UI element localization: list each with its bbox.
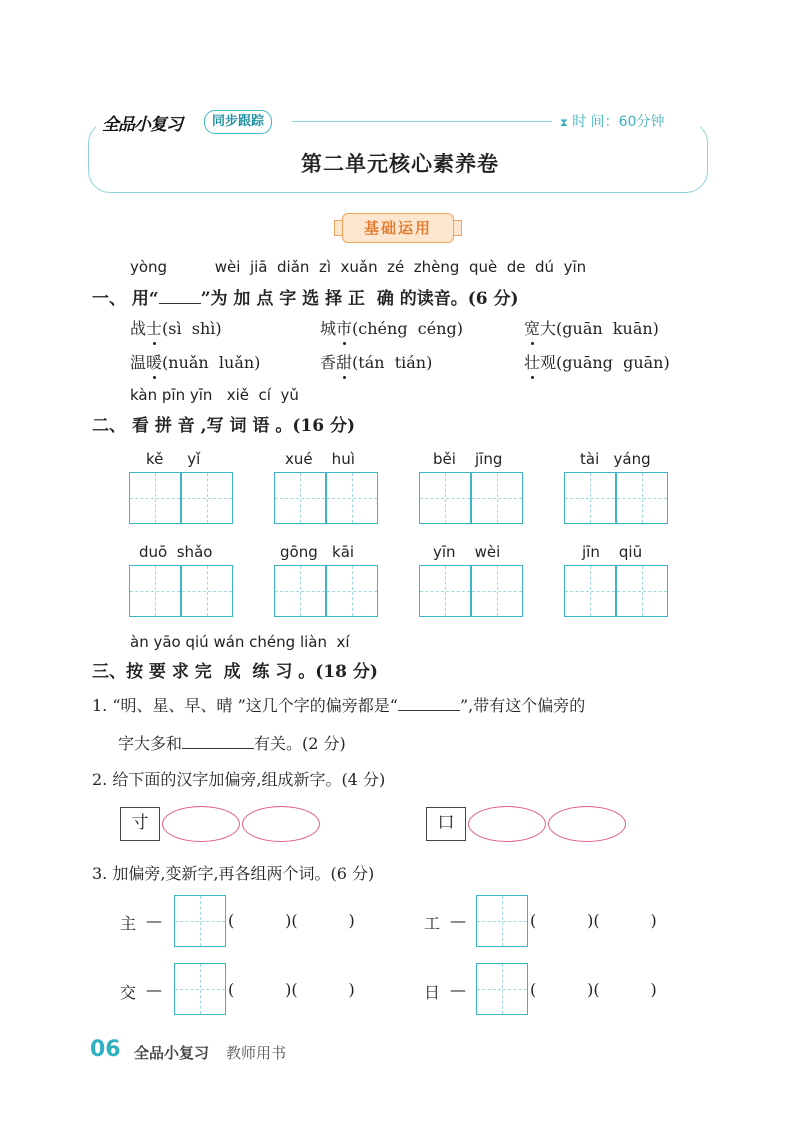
q1-item: 战士(sì shì) <box>130 316 222 339</box>
q3-part2-answer-oval[interactable] <box>242 806 320 842</box>
q3-part3-parens[interactable]: ( )( ) <box>530 911 657 930</box>
footer-brand: 全品小复习 <box>134 1044 210 1062</box>
q3-part3-char: 主 <box>120 914 137 933</box>
q3-part3-parens[interactable]: ( )( ) <box>530 980 657 999</box>
q3-part1-blank-meaning[interactable] <box>182 748 254 749</box>
page-number: 06 <box>90 1037 121 1062</box>
footer-note: 教师用书 <box>226 1044 287 1062</box>
q3-part3-dash: — <box>146 911 162 930</box>
tian-grid-char[interactable] <box>174 895 226 947</box>
brand-tag: 同步跟踪 <box>204 110 272 134</box>
q2-heading: 二、 看 拼 音 ,写 词 语 。(16 分) <box>92 416 356 436</box>
q1-item: 城市(chéng céng) <box>320 316 463 339</box>
q2-word-pinyin: gōng kāi <box>280 543 355 561</box>
q1-pinyin: yòng wèi jiā diǎn zì xuǎn zé zhèng què de dú yīn <box>130 258 587 276</box>
q3-part2-char-box: 寸 <box>120 807 160 841</box>
tian-grid-word[interactable] <box>419 565 523 617</box>
tian-grid-char[interactable] <box>174 963 226 1015</box>
section-badge: 基础运用 <box>342 213 454 243</box>
q3-part3-char: 工 <box>424 914 441 933</box>
q1-item: 壮观(guāng guān) <box>524 350 670 373</box>
q3-part1-line2: 字大多和 有关。(2 分) <box>118 734 346 753</box>
q3-part2-answer-oval[interactable] <box>548 806 626 842</box>
q1-item: 宽大(guān kuān) <box>524 316 659 339</box>
q3-part3-parens[interactable]: ( )( ) <box>228 911 355 930</box>
q3-part3-char: 日 <box>424 983 441 1002</box>
q1-item: 香甜(tán tián) <box>320 350 432 373</box>
q3-pinyin: àn yāo qiú wán chéng liàn xí <box>130 633 350 651</box>
q1-item: 温暖(nuǎn luǎn) <box>130 350 260 373</box>
page-title: 第二单元核心素养卷 <box>301 151 499 176</box>
q1-item-options[interactable]: (chéng céng) <box>352 319 463 338</box>
q2-pinyin: kàn pīn yīn xiě cí yǔ <box>130 386 299 404</box>
tian-grid-word[interactable] <box>564 472 668 524</box>
tian-grid-char[interactable] <box>476 895 528 947</box>
q2-word-pinyin: xué huì <box>285 450 355 468</box>
q3-part3-char: 交 <box>120 983 137 1002</box>
q2-word-pinyin: jīn qiū <box>582 543 643 561</box>
brand-logo: 全品小复习 <box>102 115 182 135</box>
q3-part1-line1: 1. “明、星、早、晴 ”这几个字的偏旁都是“ ”,带有这个偏旁的 <box>92 696 586 715</box>
q1-blank[interactable] <box>159 303 201 304</box>
tian-grid-word[interactable] <box>419 472 523 524</box>
q3-part3-dash: — <box>450 980 466 999</box>
q3-part3-dash: — <box>450 911 466 930</box>
q3-part2: 2. 给下面的汉字加偏旁,组成新字。(4 分) <box>92 770 386 789</box>
q2-word-pinyin: yīn wèi <box>433 543 501 561</box>
timer-text: 时 间：60分钟 <box>572 114 665 130</box>
tian-grid-word[interactable] <box>564 565 668 617</box>
tian-grid-word[interactable] <box>129 472 233 524</box>
q3-part2-answer-oval[interactable] <box>162 806 240 842</box>
q1-item-options[interactable]: (guāng guān) <box>556 353 670 372</box>
tian-grid-word[interactable] <box>274 565 378 617</box>
q1-heading-prefix: 一、 用“ <box>92 289 159 309</box>
q1-heading <box>92 284 519 309</box>
q3-part3-parens[interactable]: ( )( ) <box>228 980 355 999</box>
tian-grid-char[interactable] <box>476 963 528 1015</box>
q1-item-options[interactable]: (tán tián) <box>352 353 433 372</box>
q3-part1-blank-radical[interactable] <box>398 710 460 711</box>
timer <box>560 111 664 131</box>
q3-part2-char-box: 口 <box>426 807 466 841</box>
q3-part2-answer-oval[interactable] <box>468 806 546 842</box>
q2-word-pinyin: tài yáng <box>580 450 651 468</box>
tian-grid-word[interactable] <box>274 472 378 524</box>
q2-word-pinyin: běi jīng <box>433 450 503 468</box>
q3-heading: 三、按 要 求 完 成 练 习 。(18 分) <box>92 662 378 682</box>
q3-part3-dash: — <box>146 980 162 999</box>
q2-word-pinyin: kě yǐ <box>146 450 201 468</box>
q3-part3: 3. 加偏旁,变新字,再各组两个词。(6 分) <box>92 864 375 883</box>
q1-item-options[interactable]: (sì shì) <box>162 319 222 338</box>
tian-grid-word[interactable] <box>129 565 233 617</box>
q1-heading-suffix: ”为 加 点 字 选 择 正 确 的读音。(6 分) <box>200 289 519 309</box>
q2-word-pinyin: duō shǎo <box>139 543 213 561</box>
q1-item-options[interactable]: (nuǎn luǎn) <box>162 353 261 372</box>
q1-item-options[interactable]: (guān kuān) <box>556 319 659 338</box>
hourglass-icon: ⧗ <box>560 116 568 129</box>
